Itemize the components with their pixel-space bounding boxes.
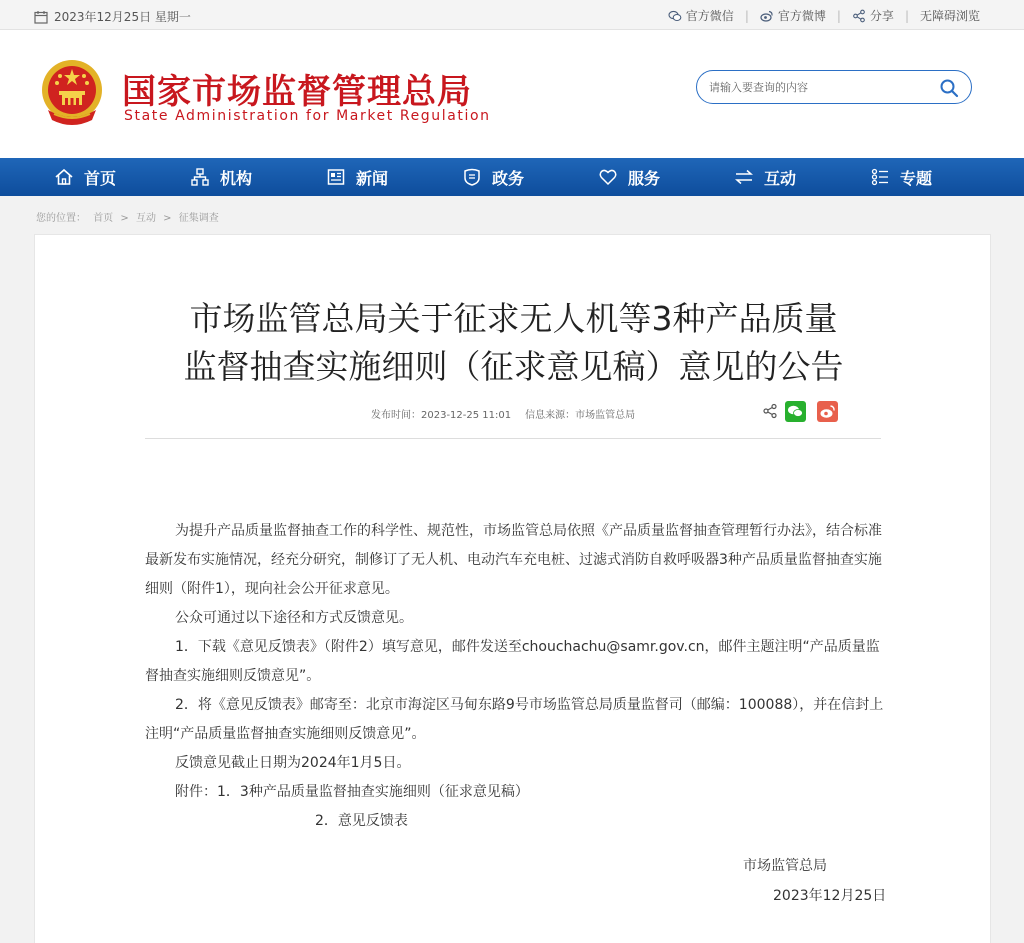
nav-label: 互动 [764, 168, 797, 188]
attachment-link-2[interactable]: 2．意见反馈表 [315, 813, 408, 829]
divider: | [744, 8, 749, 23]
share-label: 分享 [869, 9, 894, 23]
news-icon [326, 167, 346, 187]
calendar-icon [34, 10, 48, 24]
article-paragraph: 为提升产品质量监督抽查工作的科学性、规范性，市场监管总局依照《产品质量监督抽查管理暂行办法》，结合标准最新发布实施情况，经充分研究，制修订了无人机、电动汽车充电桩、过滤式消防自救呼吸器3种产品质量监督抽查实施细则（附件1），现向社会公开征求意见。 [145, 523, 882, 597]
breadcrumb-prefix: 您的位置： [36, 213, 86, 224]
share-weibo-icon[interactable] [817, 401, 838, 422]
article-meta [371, 406, 635, 421]
share-icon[interactable] [762, 403, 778, 419]
breadcrumb-separator: > [120, 213, 129, 224]
search-box [696, 70, 972, 104]
date-text: 2023年12月25日 星期一 [54, 10, 191, 24]
search-icon[interactable] [939, 78, 959, 98]
national-emblem-icon[interactable] [40, 58, 104, 130]
breadcrumb-item-interact[interactable]: 互动 [135, 213, 156, 224]
breadcrumb-item-home[interactable]: 首页 [93, 213, 114, 224]
search-input[interactable] [709, 78, 929, 96]
article-paragraph: 2．将《意见反馈表》邮寄至：北京市海淀区马甸东路9号市场监管总局质量监督司（邮编：100088），并在信封上注明“产品质量监督抽查实施细则反馈意见”。 [145, 697, 884, 742]
article-body [145, 517, 885, 836]
article-title [35, 295, 992, 391]
article-title-line2: 监督抽查实施细则（征求意见稿）意见的公告 [183, 347, 844, 386]
article-panel [34, 234, 991, 943]
article-paragraph: 1．下载《意见反馈表》（附件2）填写意见，邮件发送至chouchachu@samr.gov.cn，邮件主题注明“产品质量监督抽查实施细则反馈意见”。 [145, 639, 880, 684]
nav-item-service[interactable] [598, 158, 660, 196]
wechat-icon [668, 9, 682, 23]
date-display [34, 8, 191, 25]
publish-time: 2023-12-25 11:01 [421, 410, 512, 421]
official-weibo-link[interactable] [760, 7, 826, 24]
accessibility-link[interactable] [920, 7, 980, 24]
article-title-line1: 市场监管总局关于征求无人机等3种产品质量 [189, 299, 838, 338]
official-wechat-link[interactable] [668, 7, 734, 24]
attachment-link-1[interactable]: 附件：1．3种产品质量监督抽查实施细则（征求意见稿） [175, 784, 529, 800]
nav-item-interact[interactable] [734, 158, 796, 196]
share-link[interactable] [852, 7, 894, 24]
divider: | [904, 8, 909, 23]
gov-icon [462, 167, 482, 187]
weibo-icon [760, 9, 774, 23]
nav-label: 服务 [628, 168, 661, 188]
site-title-en: State Administration for Market Regulation [124, 108, 491, 124]
nav-item-org[interactable] [190, 158, 252, 196]
home-icon [54, 167, 74, 187]
share-icon [852, 9, 866, 23]
source-label: 信息来源： [525, 410, 576, 421]
top-links [668, 7, 980, 24]
site-title-cn: 国家市场监督管理总局 [122, 72, 472, 112]
publish-time-label: 发布时间： [371, 410, 421, 421]
signature-org: 市场监管总局 [743, 858, 827, 874]
breadcrumb [36, 209, 223, 224]
nav-label: 机构 [220, 168, 253, 188]
nav-item-news[interactable] [326, 158, 388, 196]
heart-icon [598, 167, 618, 187]
main-nav [0, 158, 1024, 196]
title-divider [145, 438, 881, 439]
breadcrumb-separator: > [163, 213, 172, 224]
nav-label: 新闻 [356, 168, 389, 188]
divider: | [836, 8, 841, 23]
nav-item-topic[interactable] [870, 158, 932, 196]
topic-icon [870, 167, 890, 187]
breadcrumb-item-survey[interactable]: 征集调查 [178, 213, 219, 224]
source: 市场监管总局 [575, 410, 636, 421]
nav-item-gov[interactable] [462, 158, 524, 196]
exchange-icon [734, 167, 754, 187]
site-header [0, 30, 1024, 158]
official-wechat-label: 官方微信 [685, 9, 734, 23]
nav-item-home[interactable] [54, 158, 116, 196]
org-icon [190, 167, 210, 187]
share-wechat-icon[interactable] [785, 401, 806, 422]
article-paragraph: 反馈意见截止日期为2024年1月5日。 [175, 755, 411, 771]
accessibility-label: 无障碍浏览 [919, 9, 980, 23]
top-utility-bar [0, 0, 1024, 30]
signature-date: 2023年12月25日 [773, 888, 887, 904]
nav-label: 首页 [84, 168, 117, 188]
nav-label: 政务 [492, 168, 525, 188]
official-weibo-label: 官方微博 [777, 9, 826, 23]
nav-label: 专题 [900, 168, 933, 188]
article-paragraph: 公众可通过以下途径和方式反馈意见。 [175, 610, 413, 626]
